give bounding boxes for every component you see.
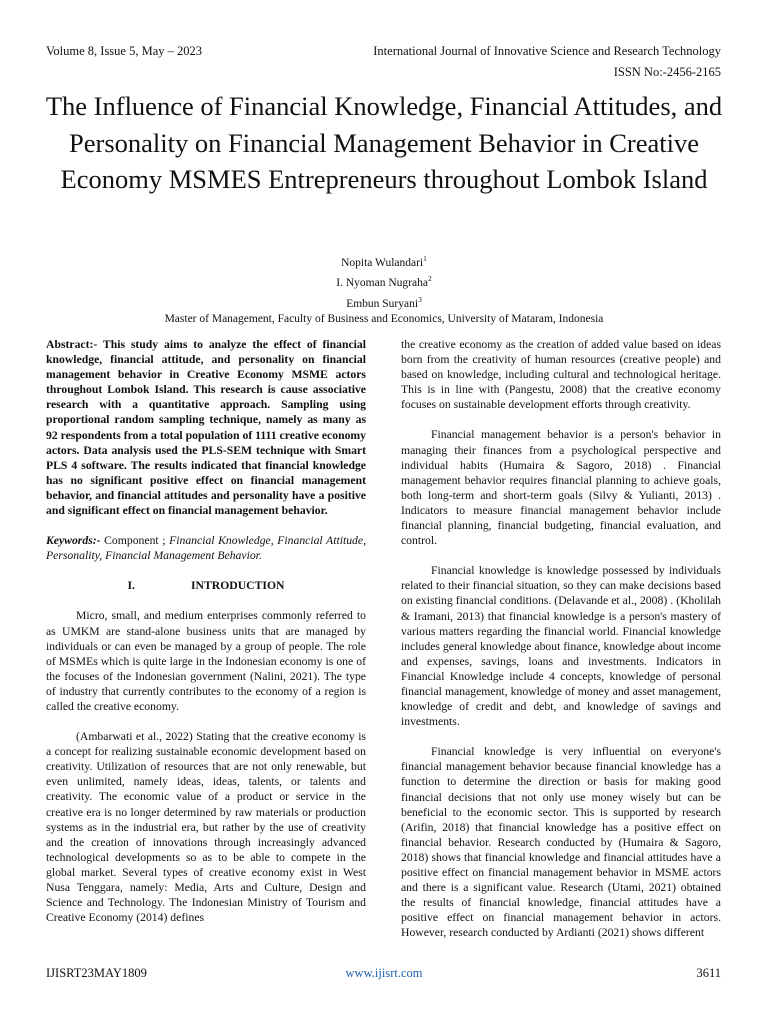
author-2: I. Nyoman Nugraha$^2$ (336, 274, 432, 290)
author-block (0, 251, 768, 327)
body-paragraph: Financial knowledge is knowledge possessed by individuals related to their financial situation, so they can make decisions based on existing financial conditions. (Delavande et al., 2008) . (Kholilah & Iramani, 2013) that financial knowledge is a person's mastery of various matters regarding the financial world. Financial knowledge includes general knowledge about finance, knowledge about income and expenses, savings, loans and investments. Indicators in Financial Knowledge include 4 concepts, knowledge of personal financial management, knowledge of money and asset management, knowledge of credit and debt, and knowledge of savings and investments. (401, 564, 721, 729)
paper-title: The Influence of Financial Knowledge, Financial Attitudes, and Personality on Financial Management Behavior in Creative Economy MSMES Entrepreneurs throughout Lombok Island (45, 91, 723, 194)
body-paragraph: the creative economy as the creation of added value based on ideas born from the creativity of human resources (creative people) and based on knowledge, including cultural and technological heritage. This is in line with (Pangestu, 2008) that the creative economy focuses on sustainable development efforts through creativity. (401, 338, 721, 412)
volume-issue: Volume 8, Issue 5, May – 2023 (46, 44, 203, 58)
right-column (401, 337, 721, 955)
body-paragraph: Financial management behavior is a person's behavior in managing their finances from a psychological perspective and individual habits (Humaira & Sagoro, 2018) . Financial management behavior requires financial planning to achieve goals, both long-term and short-term goals (Silvy & Yulianti, 2013) . Indicators to measure financial management behavior include financial planning, financial budgeting, financial evaluation, and control. (401, 428, 721, 548)
author-3: Embun Suryani$^3$ (346, 294, 422, 310)
left-column (46, 337, 366, 940)
issn-number: ISSN No:-2456-2165 (613, 65, 721, 79)
paper-code: IJISRT23MAY1809 (46, 966, 147, 980)
section-heading: I. INTRODUCTION (127, 579, 285, 593)
body-paragraph: Financial knowledge is very influential on everyone's financial management behavior because financial knowledge has a function to determine the direction or basis for making good financial decisions that not only use money wisely but can be beneficial to the economic sector. This is supported by research (Arifin, 2018) that financial knowledge has a positive effect on financial behavior. Research conducted by (Humaira & Sagoro, 2018) shows that financial knowledge and financial attitudes have a positive effect on financial management behavior in MSME actors and there is a significant value. Research (Utami, 2021) obtained the results of financial knowledge, financial attitudes have a positive effect on financial management behavior in actors. However, research conducted by Ardianti (2021) shows different (401, 745, 721, 940)
journal-name: International Journal of Innovative Science and Research Technology (373, 44, 721, 58)
author-1: Nopita Wulandari$^1$ (341, 254, 427, 269)
body-paragraph: Micro, small, and medium enterprises commonly referred to as UMKM are stand-alone business units that are managed by individuals or can even be managed by a group of people. The role of MSMEs which is quite large in the Indonesian economy is one of the focuses of the Indonesian government (Nalini, 2021). The type of industry that currently contributes to the economy of a region is called the creative economy. (46, 609, 366, 713)
abstract: Abstract:- This study aims to analyze the effect of financial knowledge, financial attitude, and personality on financial management behavior in Creative Economy MSME actors throughout Lombok Island. This research is cause associative research with a quantitative approach. Sampling using proportional random sampling technique, namely as many as 92 respondents from a total population of 1111 creative economy actors. Data analysis used the PLS-SEM technique with Smart PLS 4 software. The results indicated that financial knowledge has no significant positive effect on financial management behavior, and financial attitudes and personality have a positive and significant effect on financial management behavior. (46, 338, 366, 518)
page-number: 3611 (696, 966, 721, 980)
website-link[interactable]: www.ijisrt.com (345, 966, 423, 980)
keywords: Keywords:- Component ; Financial Knowledge, Financial Attitude, Personality, Financial Management Behavior. (46, 534, 366, 563)
body-paragraph: (Ambarwati et al., 2022) Stating that the creative economy is a concept for realizing sustainable economic development based on creativity. Utilization of resources that are not only renewable, but even unlimited, namely ideas, ideas, talents, or talents and creativity. The economic value of a product or service in the creative era is no longer determined by raw materials or production systems as in the industrial era, but rather by the use of creativity and the creation of innovations through increasingly advanced technological developments so as to be able to compete in the global market. Several types of creative economy exist in West Nusa Tenggara, namely: Media, Arts and Culture, Design and Science and Technology. The Indonesian Ministry of Tourism and Creative Economy (2014) defines (46, 730, 366, 925)
affiliation: Master of Management, Faculty of Business and Economics, University of Mataram, Indonesia (164, 312, 604, 325)
